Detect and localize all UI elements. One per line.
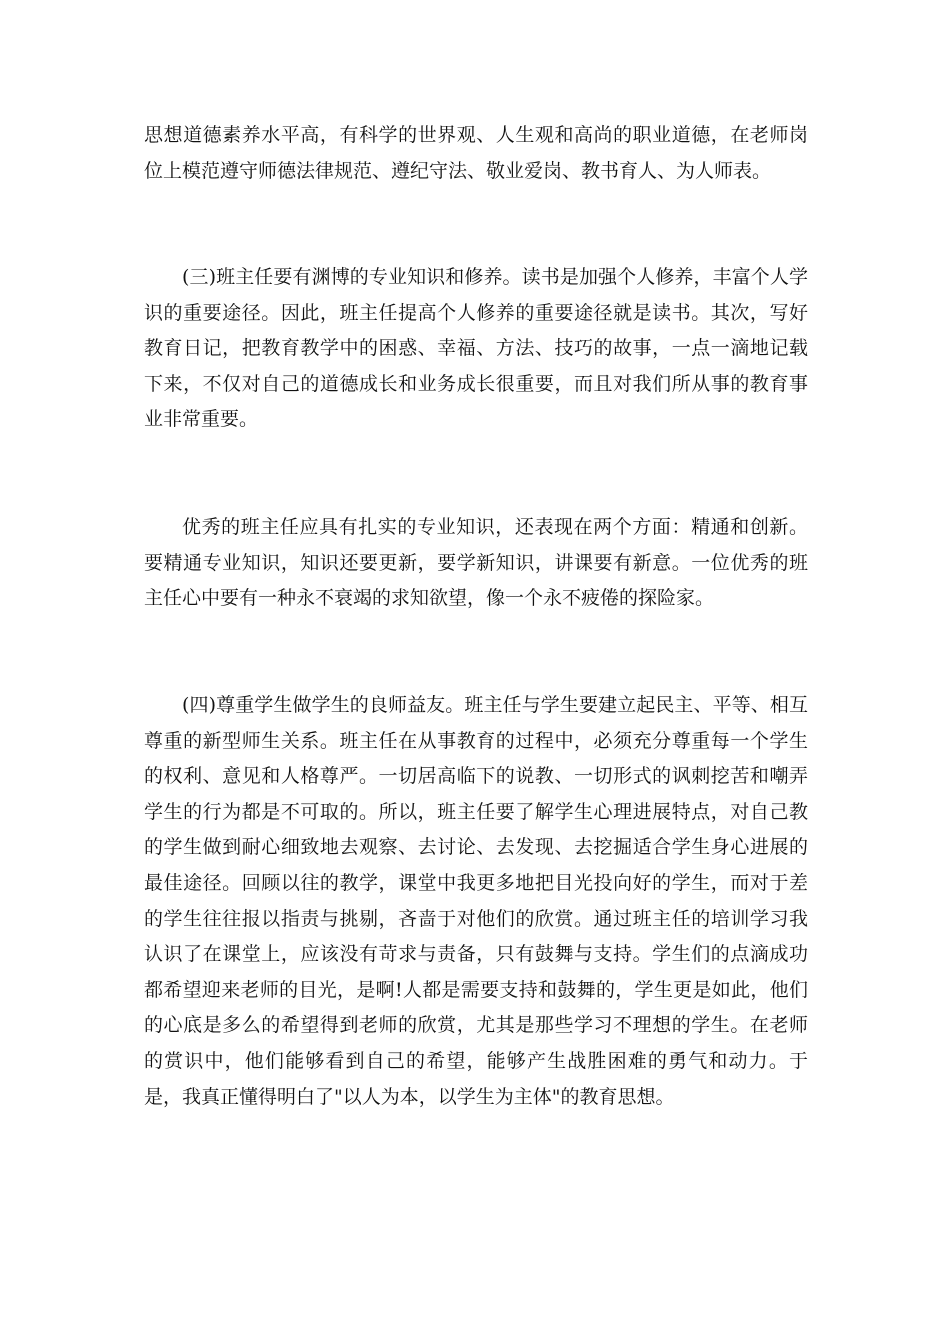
paragraph-excellent-teacher: 优秀的班主任应具有扎实的专业知识，还表现在两个方面：精通和创新。要精通专业知识，知识还要更新，要学新知识，讲课要有新意。一位优秀的班主任心中要有一种永不衰竭的求知欲望，像一个永不疲倦的探险家。 — [144, 516, 808, 610]
paragraph-section-four: (四)尊重学生做学生的良师益友。班主任与学生要建立起民主、平等、相互尊重的新型师生关系。班主任在从事教育的过程中，必须充分尊重每一个学生的权利、意见和人格尊严。一切居高临下的说教、一切形式的讽刺挖苦和嘲弄学生的行为都是不可取的。所以，班主任要了解学生心理进展特点，对自己教的学生做到耐心细致地去观察、去讨论、去发现、去挖掘适合学生身心进展的最佳途径。回顾以往的教学，课堂中我更多地把目光投向好的学生，而对于差的学生往往报以指责与挑剔，吝啬于对他们的欣赏。通过班主任的培训学习我认识了在课堂上，应该没有苛求与责备，只有鼓舞与支持。学生们的点滴成功都希望迎来老师的目光，是啊!人都是需要支持和鼓舞的，学生更是如此，他们的心底是多么的希望得到老师的欣赏，尤其是那些学习不理想的学生。在老师的赏识中，他们能够看到自己的希望，能够产生战胜困难的勇气和动力。于是，我真正懂得明白了"以人为本，以学生为主体"的教育思想。 — [144, 694, 808, 1108]
paragraph-continuation: 思想道德素养水平高，有科学的世界观、人生观和高尚的职业道德，在老师岗位上模范遵守师德法律规范、遵纪守法、敬业爱岗、教书育人、为人师表。 — [144, 124, 808, 182]
paragraph-section-three: (三)班主任要有渊博的专业知识和修养。读书是加强个人修养，丰富个人学识的重要途径。因此，班主任提高个人修养的重要途径就是读书。其次，写好教育日记，把教育教学中的困惑、幸福、方法、技巧的故事，一点一滴地记载下来，不仅对自己的道德成长和业务成长很重要，而且对我们所从事的教育事业非常重要。 — [144, 266, 808, 431]
